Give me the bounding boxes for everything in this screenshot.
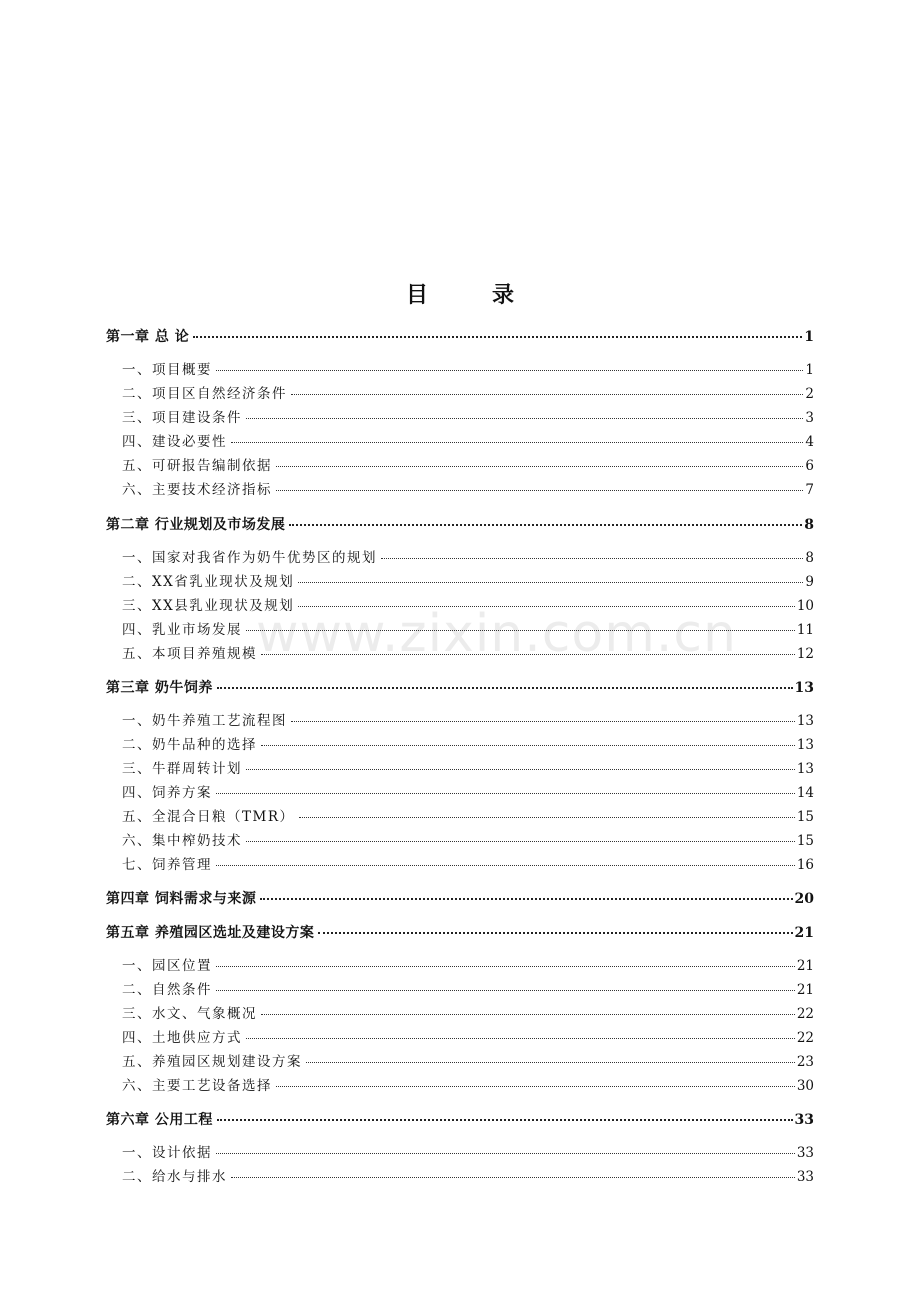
- toc-section-entry[interactable]: [122, 711, 814, 731]
- toc-section-entry[interactable]: [122, 480, 814, 500]
- toc-entry-label: 一、奶牛养殖工艺流程图: [122, 713, 287, 729]
- toc-dot-leader: [231, 442, 803, 443]
- toc-dot-leader: [246, 630, 795, 631]
- toc-section-entry[interactable]: [122, 1076, 814, 1096]
- toc-dot-leader: [291, 394, 803, 395]
- toc-chapter-entry[interactable]: [106, 678, 814, 698]
- toc-dot-leader: [298, 606, 795, 607]
- toc-dot-leader: [246, 418, 803, 419]
- toc-section-entry[interactable]: [122, 855, 814, 875]
- toc-section-entry[interactable]: [122, 1028, 814, 1048]
- toc-entry-label: 一、项目概要: [122, 362, 212, 378]
- toc-entry-label: 五、本项目养殖规模: [122, 646, 257, 662]
- toc-entry-label: 二、项目区自然经济条件: [122, 386, 287, 402]
- toc-page-number: 4: [805, 434, 814, 450]
- toc-entry-label: 第二章 行业规划及市场发展: [106, 517, 286, 533]
- toc-section-entry[interactable]: [122, 807, 814, 827]
- toc-title-right: 录: [492, 282, 515, 308]
- toc-section-entry[interactable]: [122, 456, 814, 476]
- toc-page-number: 2: [805, 386, 814, 402]
- toc-entry-label: 七、饲养管理: [122, 857, 212, 873]
- toc-dot-leader: [246, 841, 795, 842]
- toc-page-number: 21: [796, 982, 814, 998]
- toc-entry-label: 六、主要技术经济指标: [122, 482, 272, 498]
- toc-dot-leader: [276, 1086, 795, 1087]
- toc-section-entry[interactable]: [122, 1004, 814, 1024]
- toc-section-entry[interactable]: [122, 548, 814, 568]
- toc-entry-label: 第三章 奶牛饲养: [106, 680, 213, 696]
- toc-title-left: 目: [405, 282, 428, 308]
- toc-section-entry[interactable]: [122, 980, 814, 1000]
- toc-page-number: 21: [794, 925, 814, 941]
- toc-section-entry[interactable]: [122, 360, 814, 380]
- toc-page-number: 22: [796, 1030, 814, 1046]
- toc-section-entry[interactable]: [122, 644, 814, 664]
- toc-dot-leader: [291, 721, 795, 722]
- toc-page-number: 33: [796, 1145, 814, 1161]
- toc-dot-leader: [276, 490, 803, 491]
- toc-page-number: 10: [796, 598, 814, 614]
- toc-page-number: 12: [796, 646, 814, 662]
- toc-entry-label: 二、奶牛品种的选择: [122, 737, 257, 753]
- toc-page-number: 1: [805, 362, 814, 378]
- toc-page-number: 21: [796, 958, 814, 974]
- toc-section-entry[interactable]: [122, 620, 814, 640]
- toc-section-entry[interactable]: [122, 596, 814, 616]
- toc-entry-label: 一、国家对我省作为奶牛优势区的规划: [122, 550, 377, 566]
- toc-entry-label: 二、XX省乳业现状及规划: [122, 574, 295, 590]
- toc-chapter-entry[interactable]: [106, 889, 814, 909]
- toc-entry-label: 三、项目建设条件: [122, 410, 242, 426]
- toc-dot-leader: [246, 1038, 795, 1039]
- toc-dot-leader: [306, 1062, 795, 1063]
- toc-dot-leader: [216, 370, 803, 371]
- toc-entry-label: 三、水文、气象概况: [122, 1006, 257, 1022]
- toc-page-number: 13: [796, 761, 814, 777]
- toc-dot-leader: [261, 745, 795, 746]
- toc-chapter-entry[interactable]: [106, 515, 814, 535]
- toc-page-number: 33: [796, 1169, 814, 1185]
- toc-dot-leader: [193, 336, 802, 338]
- toc-dot-leader: [261, 654, 795, 655]
- toc-section-entry[interactable]: [122, 759, 814, 779]
- toc-page-number: 11: [796, 622, 814, 638]
- toc-page-number: 33: [794, 1112, 814, 1128]
- toc-section-entry[interactable]: [122, 783, 814, 803]
- watermark: www.zixin.com.cn: [256, 604, 737, 664]
- toc-entry-label: 二、自然条件: [122, 982, 212, 998]
- toc-entry-label: 六、集中榨奶技术: [122, 833, 242, 849]
- toc-dot-leader: [216, 865, 795, 866]
- toc-dot-leader: [318, 932, 792, 934]
- toc-page-number: 13: [796, 713, 814, 729]
- toc-entry-label: 五、可研报告编制依据: [122, 458, 272, 474]
- toc-entry-label: 三、牛群周转计划: [122, 761, 242, 777]
- toc-page-number: 6: [805, 458, 814, 474]
- toc-entry-label: 一、设计依据: [122, 1145, 212, 1161]
- toc-section-entry[interactable]: [122, 432, 814, 452]
- toc-entry-label: 四、乳业市场发展: [122, 622, 242, 638]
- toc-page-number: 14: [796, 785, 814, 801]
- toc-entry-label: 第四章 饲料需求与来源: [106, 891, 257, 907]
- toc-entry-label: 第五章 养殖园区选址及建设方案: [106, 925, 315, 941]
- toc-dot-leader: [260, 898, 792, 900]
- toc-section-entry[interactable]: [122, 572, 814, 592]
- toc-dot-leader: [217, 687, 793, 689]
- toc-entry-label: 五、全混合日粮（TMR）: [122, 809, 295, 825]
- toc-entry-label: 二、给水与排水: [122, 1169, 227, 1185]
- toc-dot-leader: [298, 582, 803, 583]
- toc-page-number: 13: [794, 680, 814, 696]
- toc-entry-label: 一、园区位置: [122, 958, 212, 974]
- toc-page-number: 7: [805, 482, 814, 498]
- toc-dot-leader: [246, 769, 795, 770]
- toc-entry-label: 五、养殖园区规划建设方案: [122, 1054, 302, 1070]
- toc-title: [0, 278, 920, 309]
- toc-section-entry[interactable]: [122, 384, 814, 404]
- toc-section-entry[interactable]: [122, 956, 814, 976]
- toc-dot-leader: [217, 1119, 793, 1121]
- toc-entry-label: 四、土地供应方式: [122, 1030, 242, 1046]
- toc-dot-leader: [261, 1014, 795, 1015]
- toc-page-number: 3: [805, 410, 814, 426]
- toc-page-number: 16: [796, 857, 814, 873]
- toc-page-number: 22: [796, 1006, 814, 1022]
- toc-dot-leader: [216, 990, 795, 991]
- toc-page-number: 8: [805, 550, 814, 566]
- toc-page-number: 30: [796, 1078, 814, 1094]
- toc-entry-label: 第一章 总 论: [106, 329, 190, 345]
- toc-dot-leader: [289, 524, 802, 526]
- toc-section-entry[interactable]: [122, 1052, 814, 1072]
- toc-section-entry[interactable]: [122, 1143, 814, 1163]
- toc-section-entry[interactable]: [122, 1167, 814, 1187]
- toc-page-number: 15: [796, 809, 814, 825]
- toc-dot-leader: [276, 466, 803, 467]
- toc-page-number: 9: [805, 574, 814, 590]
- toc-entry-label: 六、主要工艺设备选择: [122, 1078, 272, 1094]
- toc-dot-leader: [216, 966, 795, 967]
- toc-page-number: 23: [796, 1054, 814, 1070]
- toc-entry-label: 四、饲养方案: [122, 785, 212, 801]
- toc-chapter-entry[interactable]: [106, 327, 814, 347]
- toc-section-entry[interactable]: [122, 735, 814, 755]
- toc-dot-leader: [216, 1153, 795, 1154]
- toc-entry-label: 四、建设必要性: [122, 434, 227, 450]
- toc-dot-leader: [381, 558, 803, 559]
- toc-entry-label: 三、XX县乳业现状及规划: [122, 598, 295, 614]
- toc-page-number: 20: [794, 891, 814, 907]
- toc-dot-leader: [299, 817, 795, 818]
- toc-page-number: 15: [796, 833, 814, 849]
- toc-page-number: 13: [796, 737, 814, 753]
- toc-dot-leader: [231, 1177, 795, 1178]
- toc-page-number: 1: [804, 329, 814, 345]
- toc-section-entry[interactable]: [122, 831, 814, 851]
- toc-chapter-entry[interactable]: [106, 1110, 814, 1130]
- toc-chapter-entry[interactable]: [106, 923, 814, 943]
- toc-dot-leader: [216, 793, 795, 794]
- toc-entry-label: 第六章 公用工程: [106, 1112, 213, 1128]
- toc-page-number: 8: [804, 517, 814, 533]
- toc-section-entry[interactable]: [122, 408, 814, 428]
